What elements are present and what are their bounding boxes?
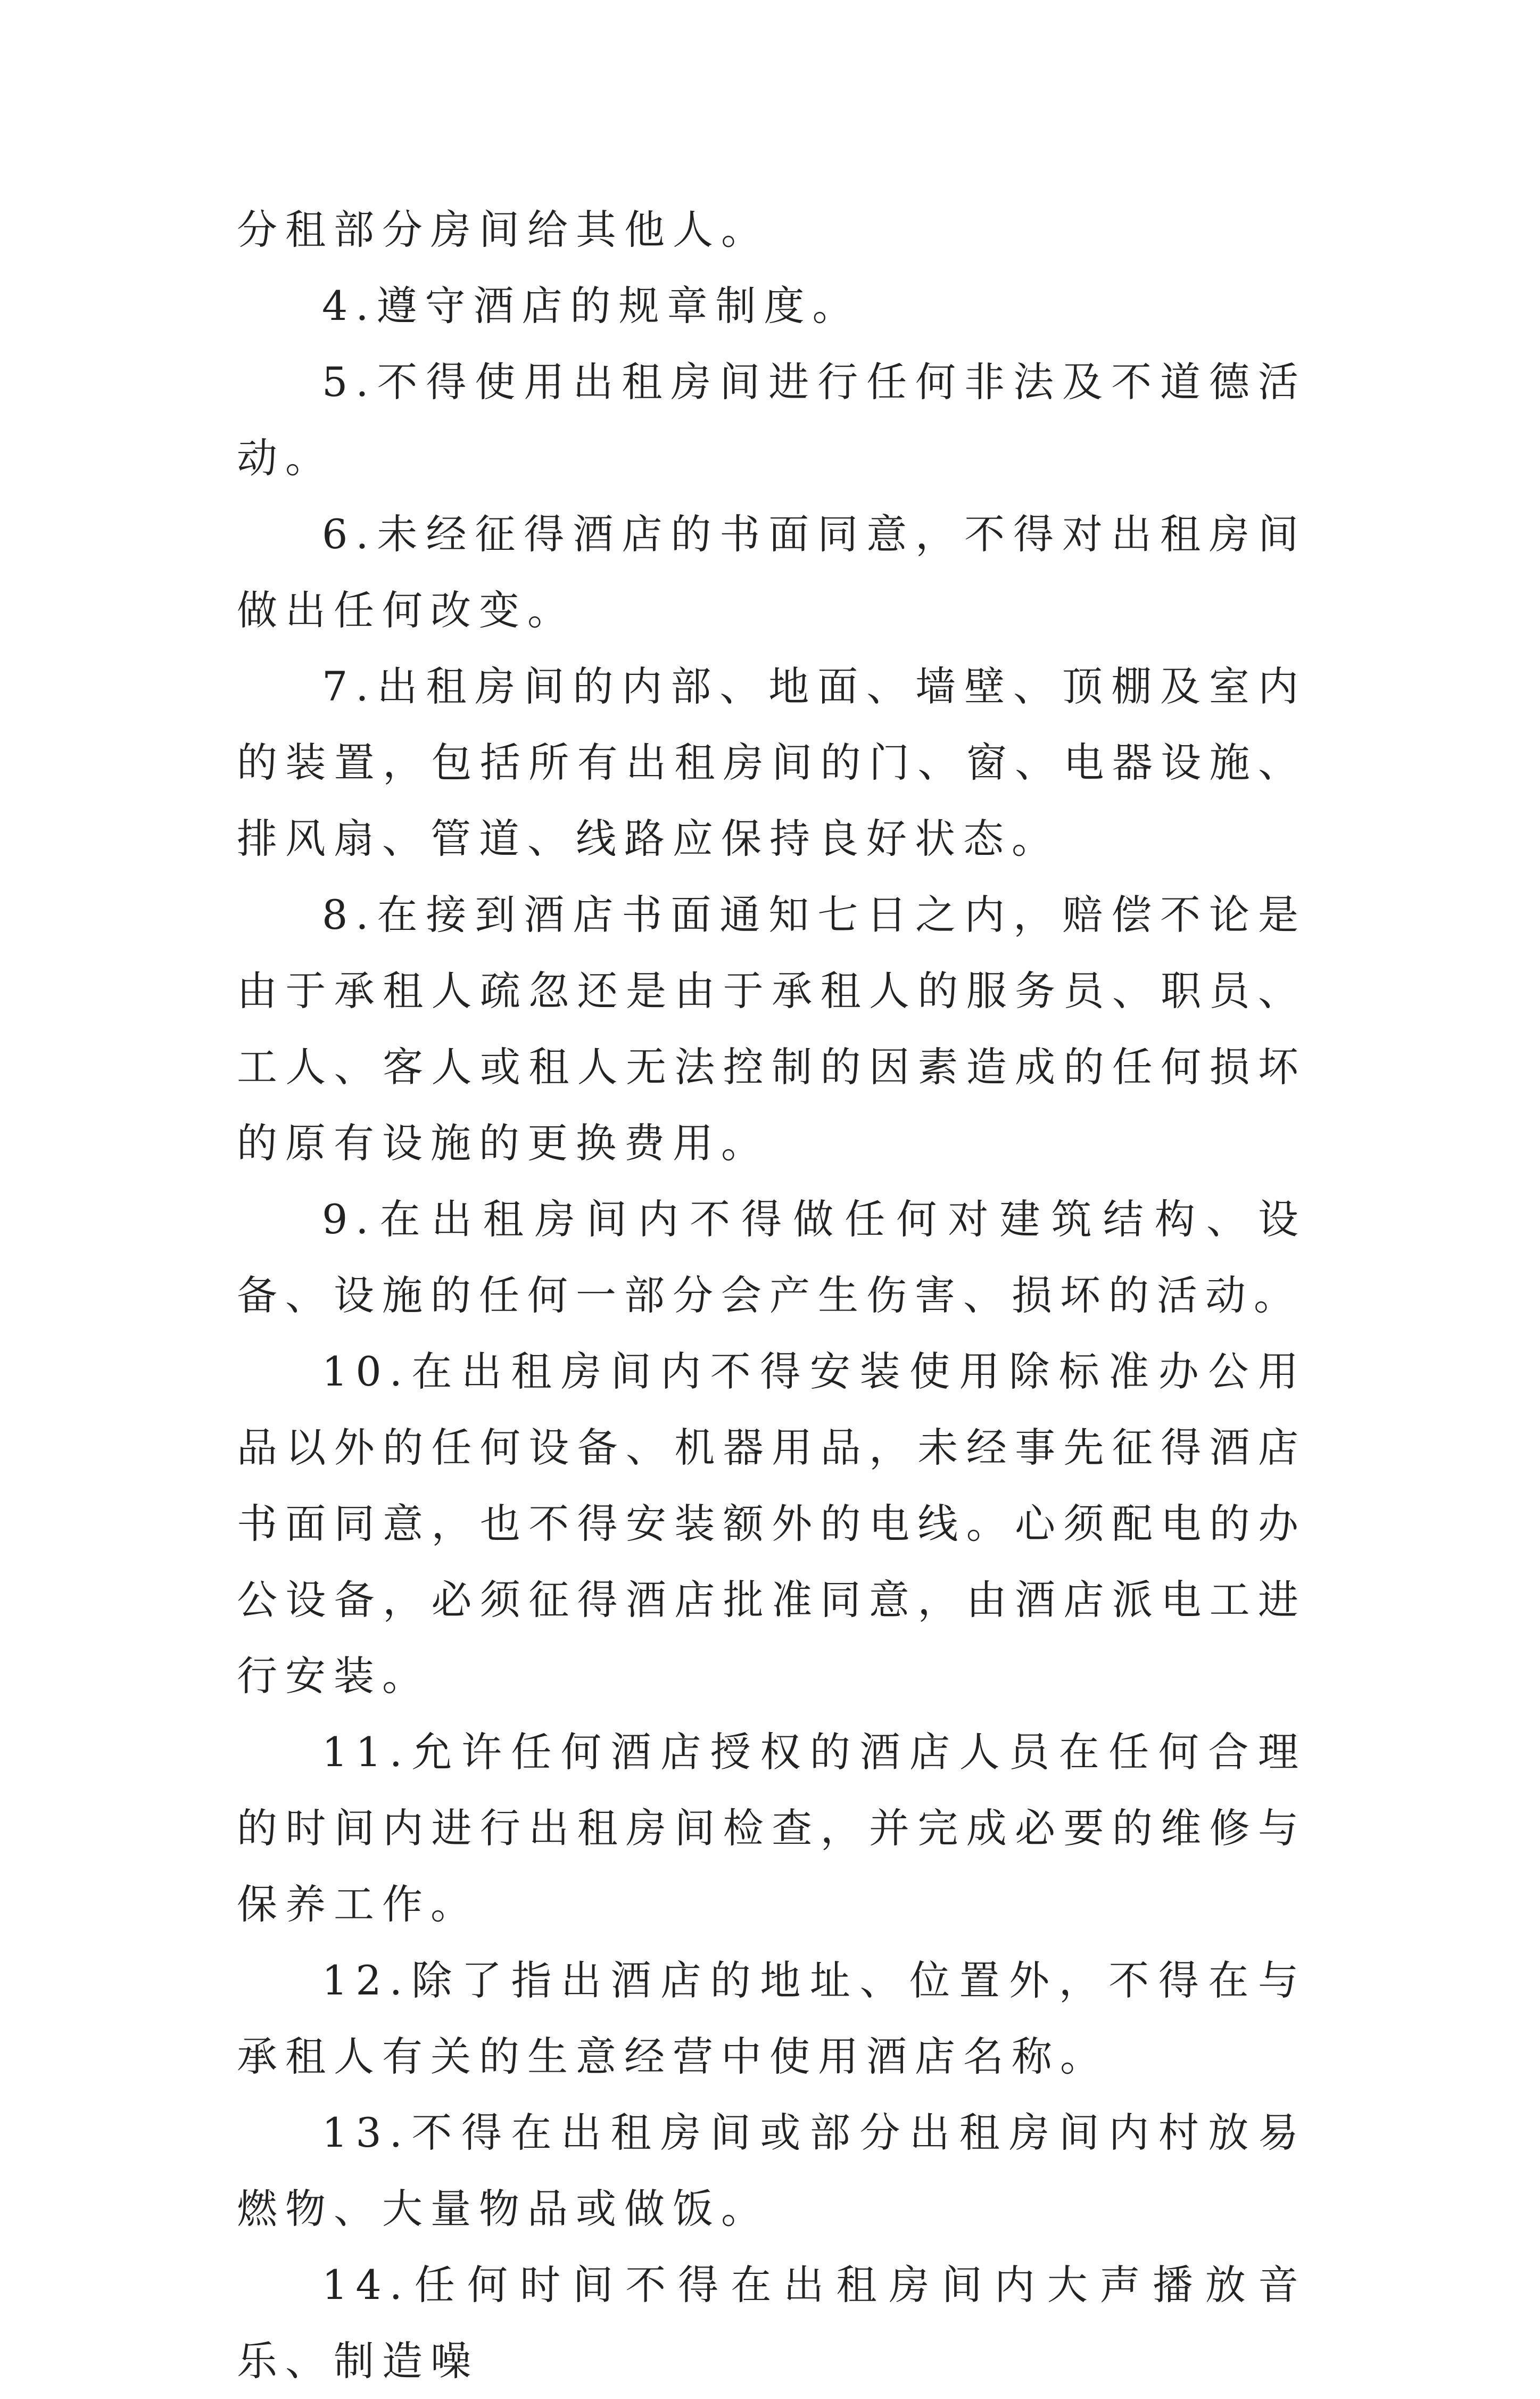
paragraph-item-8: 8.在接到酒店书面通知七日之内，赔偿不论是由于承租人疏忽还是由于承租人的服务员、职员、工人、客人或租人无法控制的因素造成的任何损坏的原有设施的更换费用。: [237, 891, 1306, 1167]
paragraph-continuation: 分租部分房间给其他人。: [237, 206, 769, 253]
paragraph-item-5: 5.不得使用出租房间进行任何非法及不道德活动。: [237, 358, 1306, 482]
paragraph-item-14: 14.任何时间不得在出租房间内大声播放音乐、制造噪: [237, 2261, 1306, 2385]
paragraph-item-7: 7.出租房间的内部、地面、墙壁、顶棚及室内的装置，包括所有出租房间的门、窗、电器设施、排风扇、管道、线路应保持良好状态。: [237, 663, 1306, 862]
paragraph-item-4: 4.遵守酒店的规章制度。: [322, 282, 861, 329]
paragraph-item-12: 12.除了指出酒店的地址、位置外，不得在与承租人有关的生意经营中使用酒店名称。: [237, 1957, 1306, 2080]
paragraph-item-9: 9.在出租房间内不得做任何对建筑结构、设备、设施的任何一部分会产生伤害、损坏的活动。: [237, 1196, 1306, 1319]
paragraph-item-13: 13.不得在出租房间或部分出租房间内村放易燃物、大量物品或做饭。: [237, 2109, 1306, 2232]
paragraph-item-6: 6.未经征得酒店的书面同意，不得对出租房间做出任何改变。: [237, 510, 1306, 634]
document-body: [237, 192, 1306, 2399]
paragraph-item-10: 10.在出租房间内不得安装使用除标准办公用品以外的任何设备、机器用品，未经事先征得酒店书面同意，也不得安装额外的电线。心须配电的办公设备，必须征得酒店批准同意，由酒店派电工进行安装。: [237, 1348, 1306, 1700]
paragraph-item-11: 11.允许任何酒店授权的酒店人员在任何合理的时间内进行出租房间检查，并完成必要的维修与保养工作。: [237, 1728, 1306, 1928]
